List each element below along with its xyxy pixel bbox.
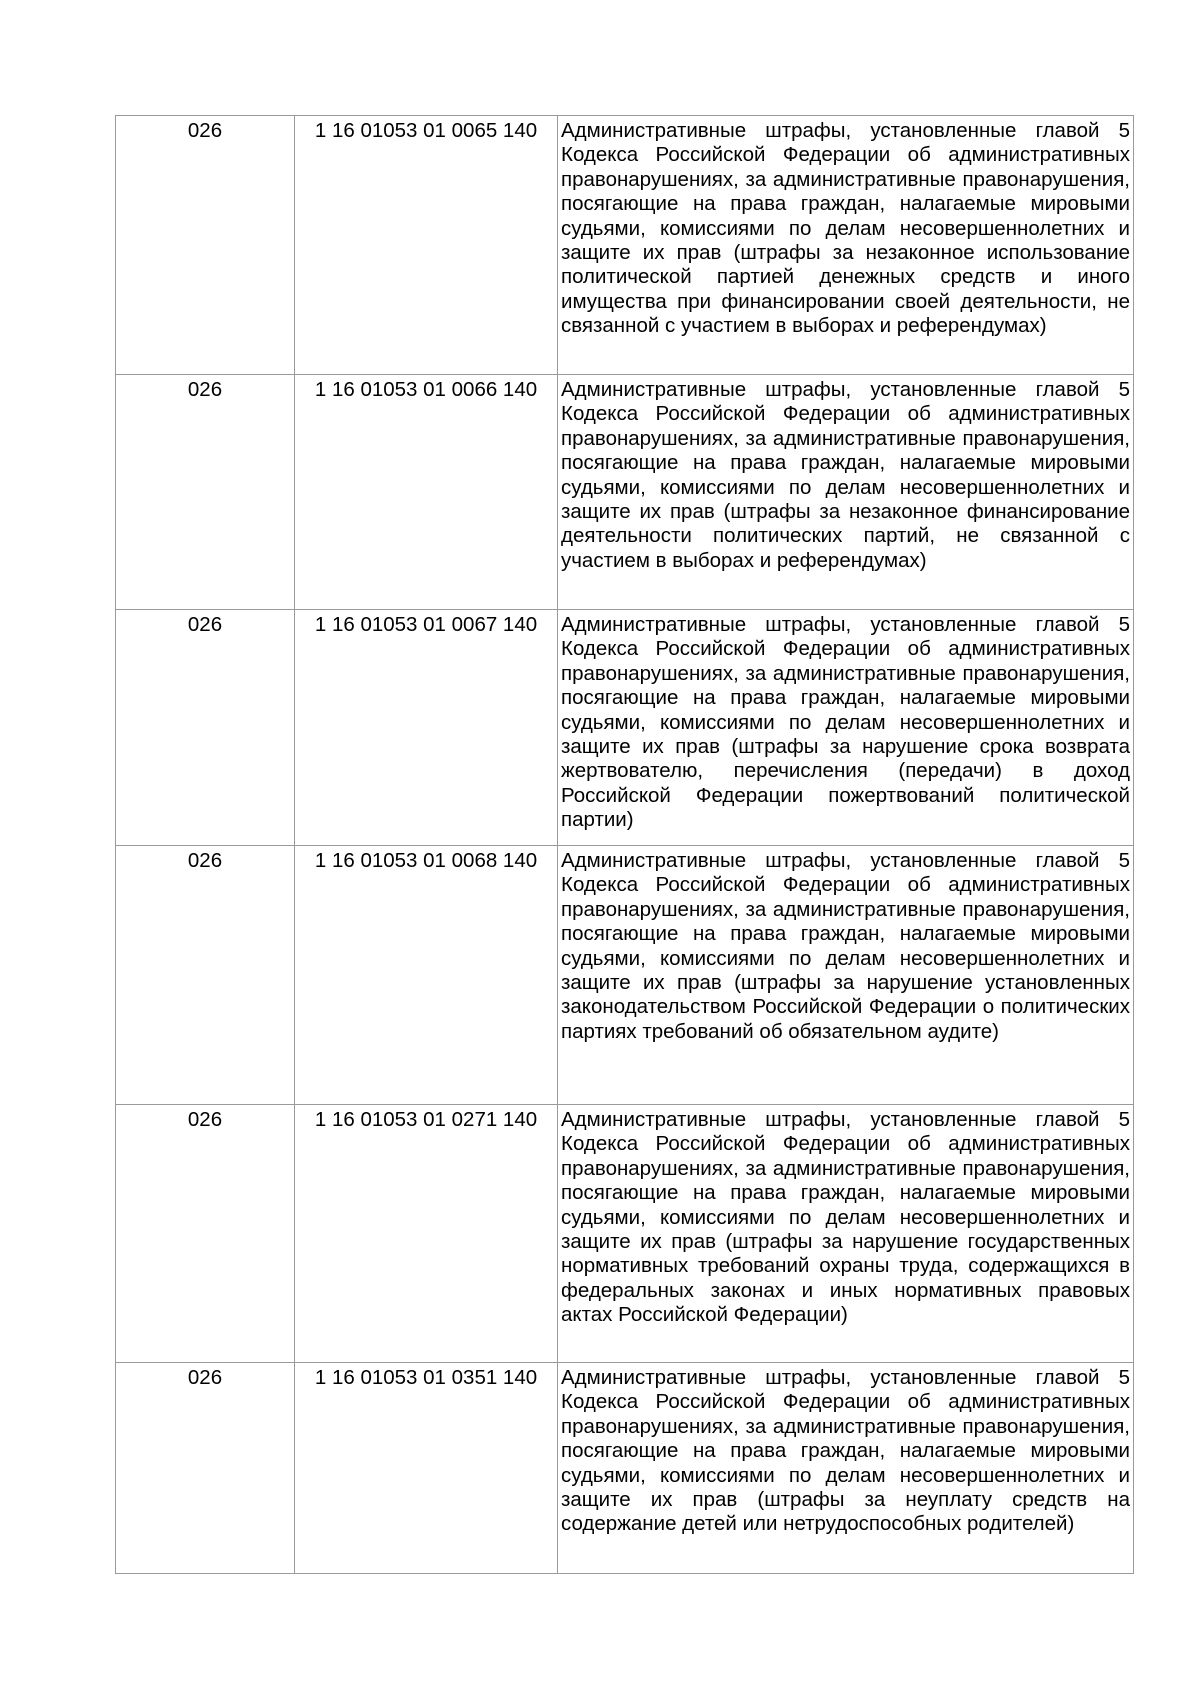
table-row (116, 375, 1134, 610)
admin-code-cell: 026 (116, 610, 295, 846)
admin-code-cell: 026 (116, 846, 295, 1105)
description-cell (558, 846, 1134, 1105)
admin-code-cell: 026 (116, 1105, 295, 1363)
budget-codes-table (115, 115, 1134, 1574)
admin-code-cell: 026 (116, 1363, 295, 1574)
table-row (116, 610, 1134, 846)
description-text: Административные штрафы, установленные главой 5 Кодекса Российской Федерации об административных правонарушениях, за административные правонарушения, посягающие на права граждан, налагаемые мировыми судьями, комиссиями по делам несовершеннолетних и защите их прав (штрафы за незаконное финансирование деятельности политических партий, не связанной с участием в выборах и референдумах) (561, 378, 1130, 572)
description-text: Административные штрафы, установленные главой 5 Кодекса Российской Федерации об административных правонарушениях, за административные правонарушения, посягающие на права граждан, налагаемые мировыми судьями, комиссиями по делам несовершеннолетних и защите их прав (штрафы за нарушение срока возврата жертвователю, перечисления (передачи) в доход Российской Федерации пожертвований политической партии) (561, 613, 1130, 832)
kbk-code-cell: 1 16 01053 01 0271 140 (295, 1105, 558, 1363)
description-text: Административные штрафы, установленные главой 5 Кодекса Российской Федерации об административных правонарушениях, за административные правонарушения, посягающие на права граждан, налагаемые мировыми судьями, комиссиями по делам несовершеннолетних и защите их прав (штрафы за неуплату средств на содержание детей или нетрудоспособных родителей) (561, 1366, 1130, 1536)
kbk-code-cell: 1 16 01053 01 0351 140 (295, 1363, 558, 1574)
description-text: Административные штрафы, установленные главой 5 Кодекса Российской Федерации об административных правонарушениях, за административные правонарушения, посягающие на права граждан, налагаемые мировыми судьями, комиссиями по делам несовершеннолетних и защите их прав (штрафы за нарушение государственных нормативных требований охраны труда, содержащихся в федеральных законах и иных нормативных правовых актах Российской Федерации) (561, 1108, 1130, 1327)
table-row (116, 116, 1134, 375)
admin-code-cell: 026 (116, 116, 295, 375)
description-text: Административные штрафы, установленные главой 5 Кодекса Российской Федерации об административных правонарушениях, за административные правонарушения, посягающие на права граждан, налагаемые мировыми судьями, комиссиями по делам несовершеннолетних и защите их прав (штрафы за нарушение установленных законодательством Российской Федерации о политических партиях требований об обязательном аудите) (561, 849, 1130, 1043)
kbk-code-cell: 1 16 01053 01 0068 140 (295, 846, 558, 1105)
table-row (116, 1105, 1134, 1363)
description-cell (558, 610, 1134, 846)
admin-code-cell: 026 (116, 375, 295, 610)
kbk-code-cell: 1 16 01053 01 0066 140 (295, 375, 558, 610)
description-cell (558, 1105, 1134, 1363)
description-text: Административные штрафы, установленные главой 5 Кодекса Российской Федерации об административных правонарушениях, за административные правонарушения, посягающие на права граждан, налагаемые мировыми судьями, комиссиями по делам несовершеннолетних и защите их прав (штрафы за незаконное использование политической партией денежных средств и иного имущества при финансировании своей деятельности, не связанной с участием в выборах и референдумах) (561, 119, 1130, 338)
table-row (116, 1363, 1134, 1574)
description-cell (558, 116, 1134, 375)
kbk-code-cell: 1 16 01053 01 0067 140 (295, 610, 558, 846)
kbk-code-cell: 1 16 01053 01 0065 140 (295, 116, 558, 375)
description-cell (558, 1363, 1134, 1574)
description-cell (558, 375, 1134, 610)
table-row (116, 846, 1134, 1105)
